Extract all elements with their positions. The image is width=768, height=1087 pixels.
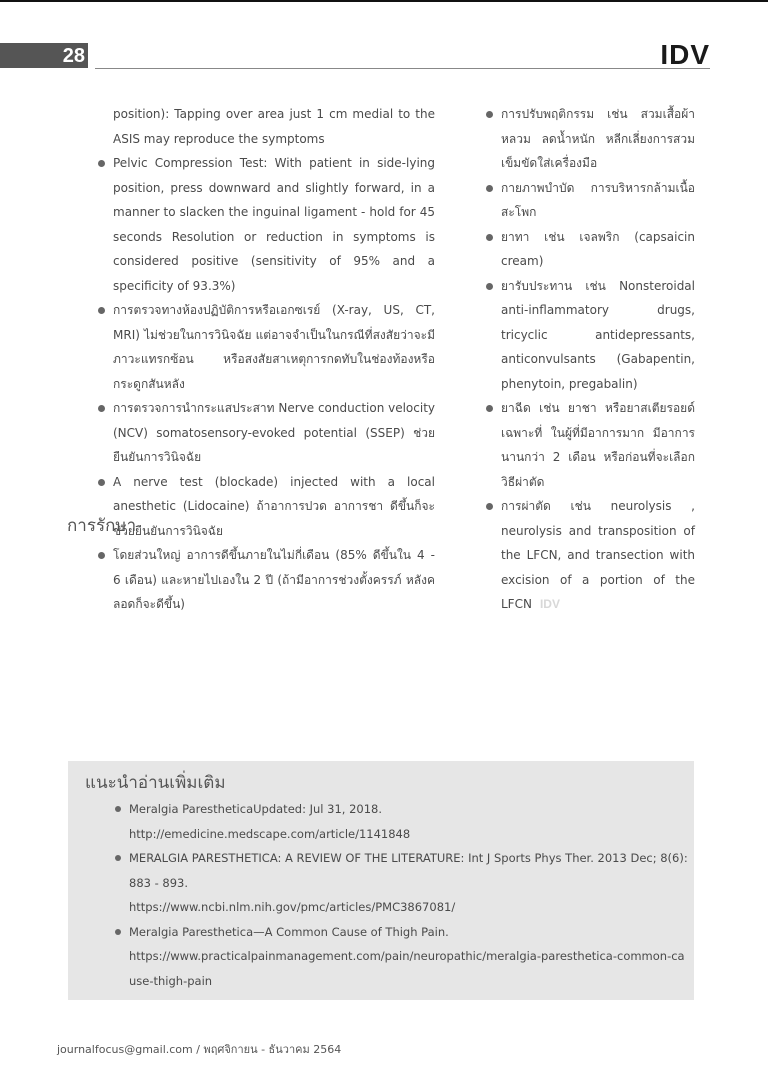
list-item: ยาทา เช่น เจลพริก (capsaicin cream) — [501, 225, 695, 274]
list-item: Pelvic Compression Test: With patient in side-lying position, press downward and slightly forward, in a manner to slacken the inguinal ligament - hold for 45 seconds Resolution or reduction in symptoms is considered positive (sensitivity of 95% and a specificity of 93.3%) — [113, 151, 435, 298]
treatment-list — [113, 543, 435, 617]
reference-link[interactable]: http://emedicine.medscape.com/article/1141848 — [129, 826, 411, 841]
header-divider — [95, 68, 710, 69]
reference-link[interactable]: https://www.practicalpainmanagement.com/pain/neuropathic/meralgia-paresthetica-common-cause-thigh-pain — [129, 949, 685, 988]
list-item: กายภาพบำบัด การบริหารกล้ามเนื้อสะโพก — [501, 176, 695, 225]
left-column — [113, 102, 435, 543]
list-item — [501, 494, 695, 617]
top-rule — [0, 0, 768, 2]
reference-title: Meralgia ParestheticaUpdated: Jul 31, 2018. — [129, 797, 689, 822]
reference-link[interactable]: https://www.ncbi.nlm.nih.gov/pmc/articles/PMC3867081/ — [129, 900, 456, 914]
list-item: position): Tapping over area just 1 cm medial to the ASIS may reproduce the symptoms — [113, 107, 435, 146]
list-item-text: การผ่าตัด เช่น neurolysis , neurolysis and transposition of the LFCN, and transection with excision of a portion of the LFCN — [501, 499, 695, 611]
list-item: ยารับประทาน เช่น Nonsteroidal anti-inflammatory drugs, tricyclic antidepressants, anticonvulsants (Gabapentin, phenytoin, pregabalin) — [501, 274, 695, 397]
list-item: ยาฉีด เช่น ยาชา หรือยาสเตียรอยด์เฉพาะที่ ในผู้ที่มีอาการมาก มีอาการนานกว่า 2 เดือน หรือก่อนที่จะเลือกวิธีผ่าตัด — [501, 396, 695, 494]
right-column — [501, 102, 695, 617]
list-item: A nerve test (blockade) injected with a local anesthetic (Lidocaine) ถ้าอาการปวด อาการชา ดีขึ้นก็จะช่วยยืนยันการวินิจฉัย — [113, 470, 435, 544]
brand-logo: IDV — [660, 39, 710, 70]
further-reading-box — [68, 761, 694, 1000]
footer-contact: journalfocus@gmail.com / พฤศจิกายน - ธันวาคม 2564 — [57, 1043, 342, 1056]
page-number: 28 — [0, 43, 88, 68]
reference-list — [129, 797, 689, 993]
list-item: การตรวจการนำกระแสประสาท Nerve conduction velocity (NCV) somatosensory-evoked potential (SSEP) ช่วยยืนยันการวินิจฉัย — [113, 396, 435, 470]
list-item: การตรวจทางห้องปฏิบัติการหรือเอกซเรย์ (X-ray, US, CT, MRI) ไม่ช่วยในการวินิจฉัย แต่อาจจำเป็นในกรณีที่สงสัยว่าจะมีภาวะแทรกซ้อน หรือสงสัยสาเหตุการกดทับในช่องท้องหรือกระดูกสันหลัง — [113, 298, 435, 396]
list-item: โดยส่วนใหญ่ อาการดีขึ้นภายในไม่กี่เดือน (85% ดีขึ้นใน 4 - 6 เดือน) และหายไปเองใน 2 ปี (ถ้ามีอาการช่วงตั้งครรภ์ หลังคลอดก็จะดีขึ้น) — [113, 543, 435, 617]
end-mark-logo: IDV — [539, 597, 560, 611]
section-title-treatment: การรักษา — [67, 516, 137, 536]
reference-title: Meralgia Paresthetica—A Common Cause of Thigh Pain. — [129, 920, 689, 945]
reference-title: MERALGIA PARESTHETICA: A REVIEW OF THE LITERATURE: Int J Sports Phys Ther. 2013 Dec; 8(6): 883 - 893. — [129, 846, 689, 895]
list-item: การปรับพฤติกรรม เช่น สวมเสื้อผ้าหลวม ลดน้ำหนัก หลีกเลี่ยงการสวมเข็มขัดใส่เครื่องมือ — [501, 102, 695, 176]
further-reading-title: แนะนำอ่านเพิ่มเติม — [85, 773, 226, 793]
